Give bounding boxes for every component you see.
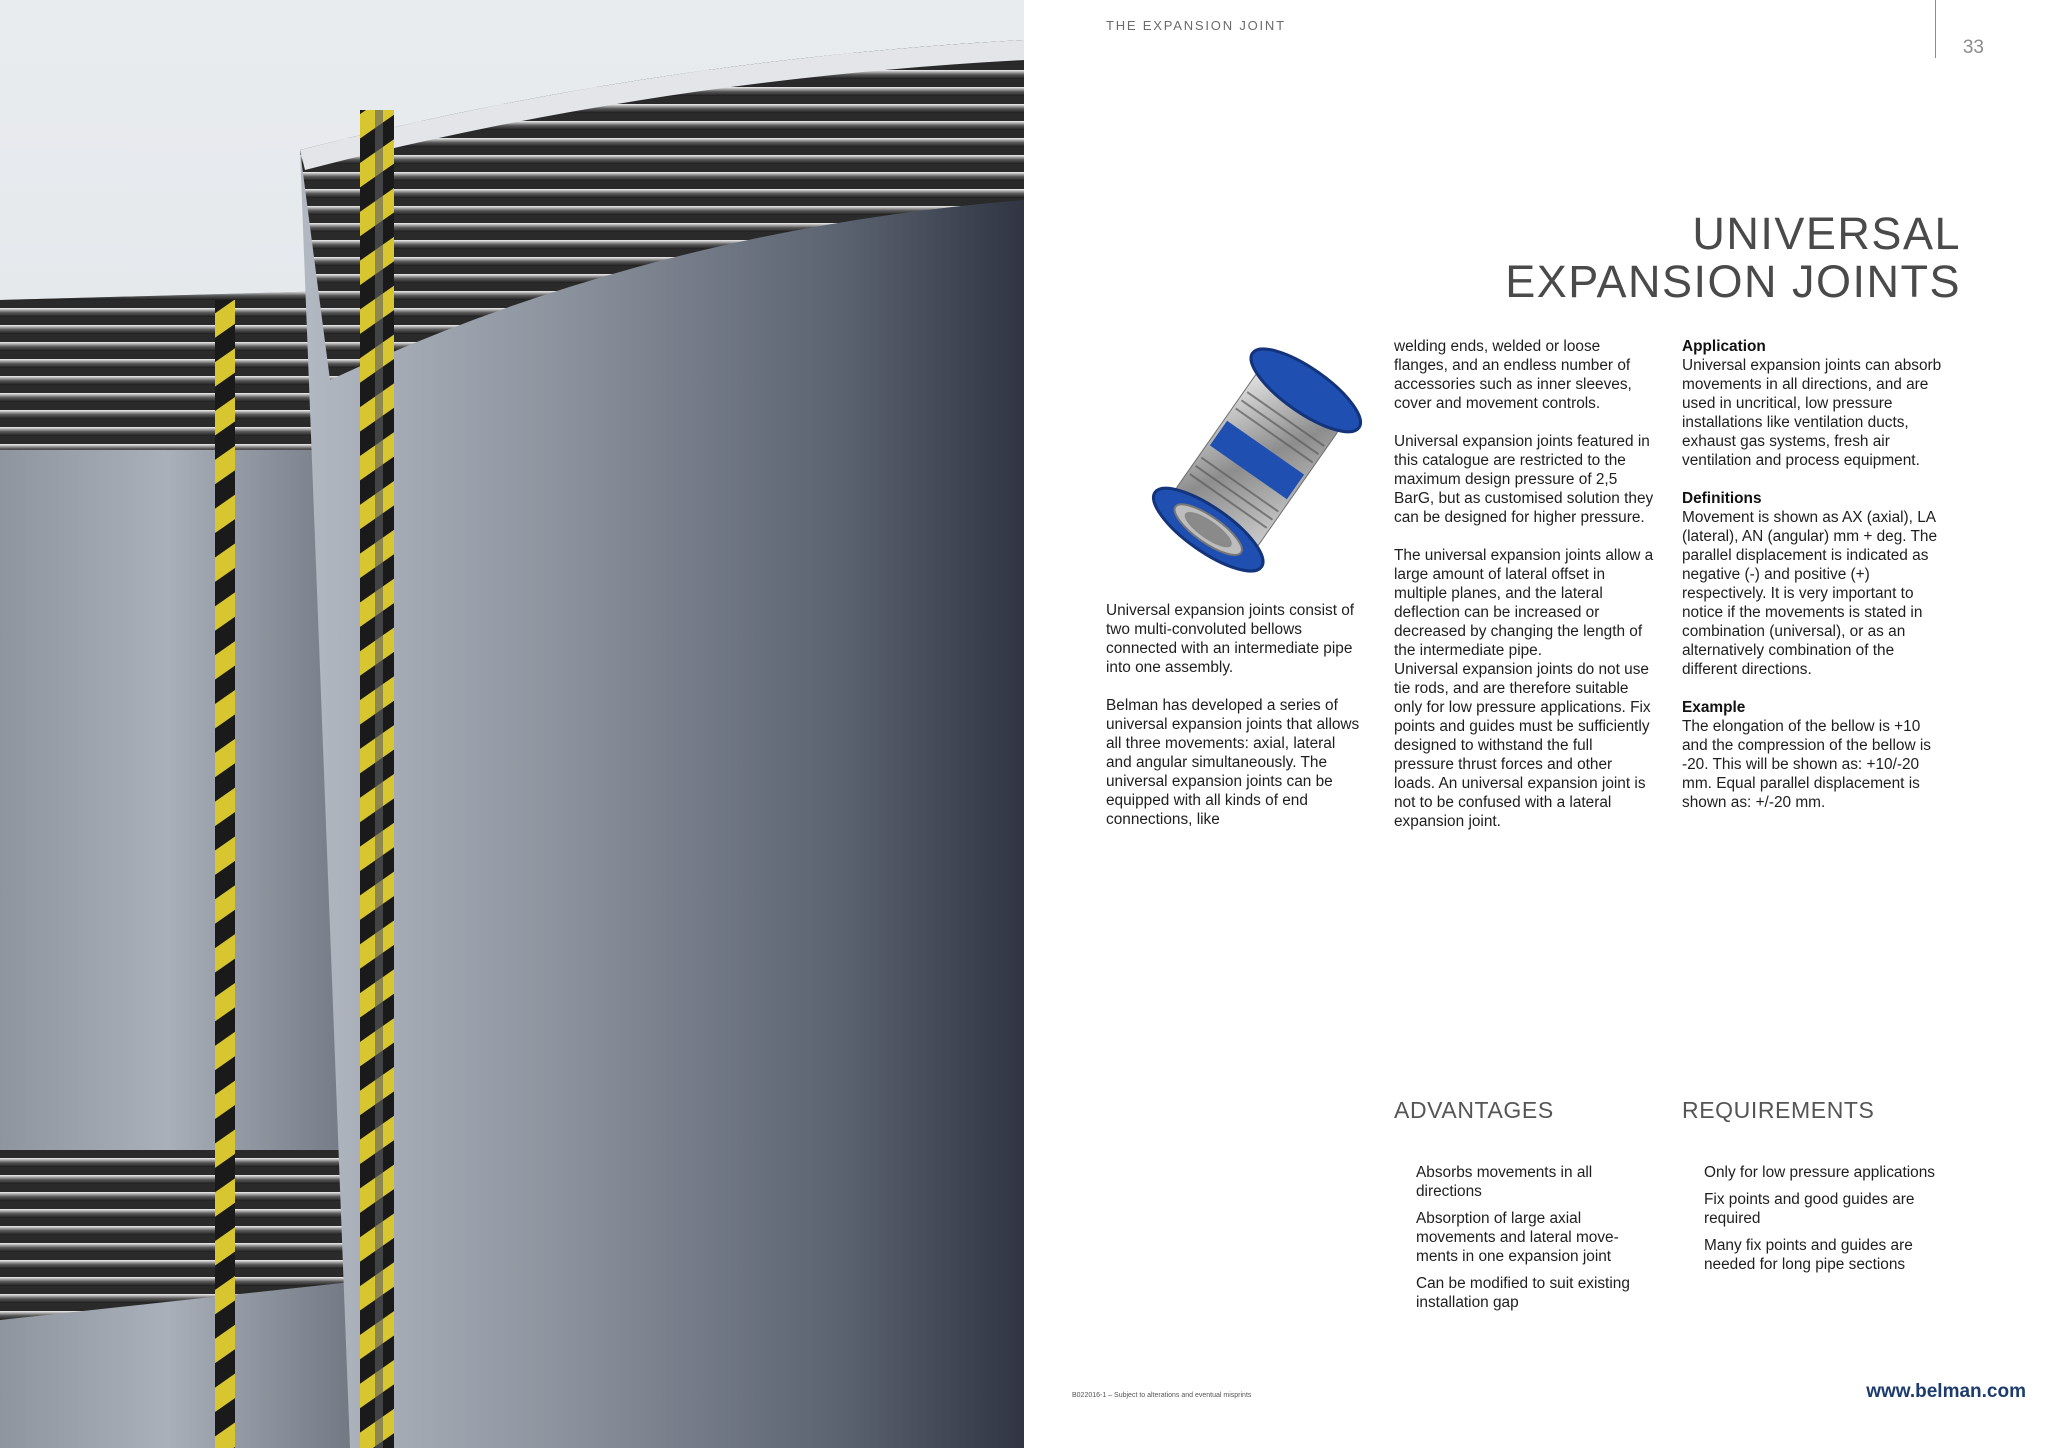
intro-column [1106, 601, 1364, 829]
requirement-item: Fix points and good guides are required [1704, 1191, 1915, 1227]
intro-paragraph-1: Universal expansion joints consist of two multi-convoluted bellows connected with an intermediate pipe into one assembly. [1106, 602, 1355, 676]
section-label: THE EXPANSION JOINT [1106, 18, 1286, 33]
page-number: 33 [1962, 37, 1984, 58]
page-title [1324, 210, 1961, 306]
advantages-heading: ADVANTAGES [1394, 1097, 1554, 1123]
middle-paragraph-4: Universal expansion joints do not use tie rods, and are therefore suitable only for low pressure applications. Fix points and guides must be sufficiently designed to withstand the full pressure thrust forces and other loads. An universal expansion joint is not to be confused with a lateral expansion joint. [1394, 661, 1651, 830]
middle-paragraph-1: welding ends, welded or loose flanges, and an endless number of accessories such as inner sleeves, cover and movement controls. [1394, 338, 1632, 412]
example-heading: Example [1682, 699, 1746, 716]
application-text: Universal expansion joints can absorb movements in all directions, and are used in uncritical, low pressure installations like ventilation ducts, exhaust gas systems, fresh air ventilation and process equipment. [1682, 357, 1942, 469]
website-link[interactable]: www.belman.com [1866, 1381, 2026, 1402]
application-heading: Application [1682, 338, 1766, 355]
requirements-heading: REQUIREMENTS [1682, 1097, 1875, 1123]
advantage-item: Can be modified to suit existing installation gap [1416, 1275, 1630, 1311]
requirement-item: Many fix points and guides are needed for long pipe sections [1704, 1237, 1913, 1273]
footer-note: B022016-1 – Subject to alterations and eventual misprints [1072, 1392, 1252, 1399]
middle-column [1394, 337, 1656, 831]
product-image [1122, 340, 1392, 580]
example-text: The elongation of the bellow is +10 and the compression of the bellow is -20. This will be shown as: +10/-20 mm. Equal parallel displacement is shown as: +/-20 mm. [1682, 718, 1931, 811]
definitions-text: Movement is shown as AX (axial), LA (lateral), AN (angular) mm + deg. The parallel displacement is indicated as negative (-) and positive (+) respectively. It is very important to notice if the movements is stated in combination (universal), or as an alternatively combination of the different directions. [1682, 509, 1938, 678]
intro-paragraph-2: Belman has developed a series of universal expansion joints that allows all three movements: axial, lateral and angular simultaneously. The universal expansion joints can be equipped with all kinds of end connections, like [1106, 697, 1360, 828]
middle-paragraph-3: The universal expansion joints allow a large amount of lateral offset in multiple planes, and the lateral deflection can be increased or decreased by changing the length of the intermediate pipe. [1394, 547, 1654, 659]
advantages-list [1416, 1163, 1646, 1320]
advantage-item: Absorbs movements in all directions [1416, 1164, 1593, 1200]
text-page [1024, 0, 2048, 1448]
requirements-list [1704, 1163, 1954, 1282]
title-line-1: UNIVERSAL [1692, 208, 1961, 259]
requirement-item: Only for low pressure applications [1704, 1164, 1935, 1181]
middle-paragraph-2: Universal expansion joints featured in this catalogue are restricted to the maximum design pressure of 2,5 BarG, but as customised solution they can be designed for higher pressure. [1394, 433, 1654, 526]
title-line-2: EXPANSION JOINTS [1505, 256, 1961, 307]
advantage-item: Absorption of large axial movements and lateral move-ments in one expansion joint [1416, 1210, 1619, 1265]
definitions-heading: Definitions [1682, 490, 1762, 507]
right-column [1682, 337, 1944, 812]
